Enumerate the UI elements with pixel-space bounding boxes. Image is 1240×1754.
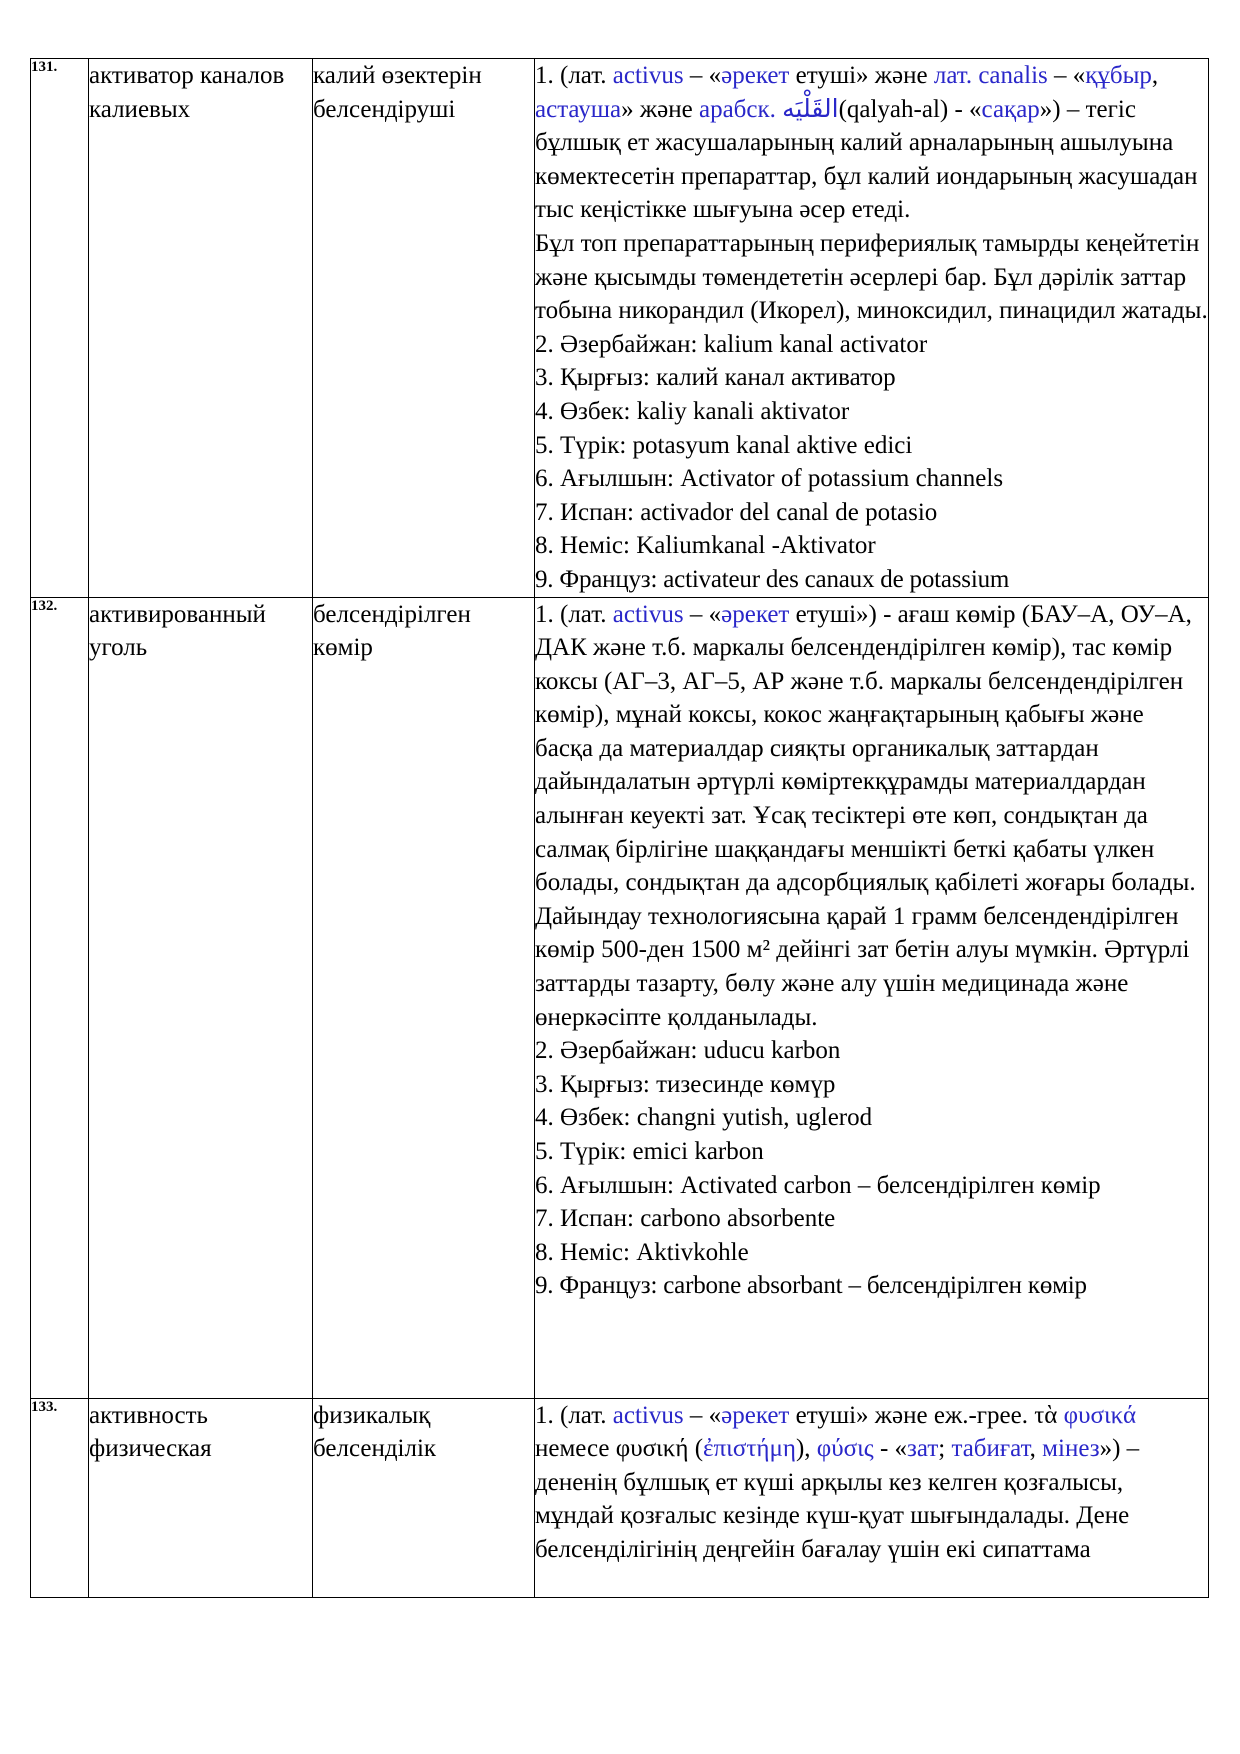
etymology-segment: – « (1047, 62, 1086, 89)
etymology-link: φυσικά (1063, 1401, 1137, 1429)
etymology-segment: » және (621, 95, 699, 123)
russian-term: активированный уголь (89, 597, 313, 1398)
etymology-segment: (qalyah-al) - « (838, 95, 982, 123)
etymology-link: әрекет (721, 62, 790, 89)
etymology-segment: ; (938, 1435, 952, 1463)
etymology-link: القَلْيَه (782, 95, 839, 123)
entry-number: 133. (31, 1398, 89, 1597)
translation-line: 7. Испан: carbono absorbente (535, 1205, 836, 1233)
translation-line: 4. Өзбек: kaliy kanali aktivator (535, 397, 850, 425)
etymology-segment: – « (683, 600, 722, 628)
translation-line: 8. Неміс: Aktivkohle (535, 1238, 749, 1266)
kazakh-term: физикалық белсенділік (313, 1398, 535, 1597)
translation-line: 5. Түрік: potasyum kanal aktive edici (535, 431, 913, 459)
table-row (31, 597, 1209, 1398)
table-row (31, 1398, 1209, 1597)
entry-number: 132. (31, 597, 89, 1398)
translation-line: 9. Француз: activateur des canaux de potassium (535, 565, 1010, 593)
translation-line: 6. Ағылшын: Activator of potassium channels (535, 465, 1004, 493)
etymology-text (535, 598, 1208, 1035)
etymology-link: activus (612, 1401, 684, 1429)
etymology-link: activus (612, 600, 684, 628)
table-row (31, 59, 1209, 598)
translation-line: 7. Испан: activador del canal de potasio (535, 498, 938, 526)
etymology-segment: етуші» және еж.-грее. τὰ (789, 1401, 1064, 1429)
translation-line: 2. Әзербайжан: uducu karbon (535, 1037, 841, 1065)
etymology-segment: ») – дененің бұлшық ет күші арқылы кез келген қозғалысы, мұндай қозғалыс кезінде күш-қуат шығындалады. Дене белсенділігінің деңгейін бағалау үшін екі сипаттама (535, 1435, 1140, 1563)
translation-line: 2. Әзербайжан: kalium kanal activator (535, 330, 928, 358)
etymology-text (535, 1399, 1208, 1567)
translation-line: 8. Неміс: Kaliumkanal -Aktivator (535, 532, 876, 560)
glossary-table (30, 58, 1209, 1598)
etymology-segment: , (1151, 62, 1159, 89)
kazakh-term: калий өзектерін белсендіруші (313, 59, 535, 598)
etymology-link: лат. canalis (933, 62, 1048, 89)
etymology-link: зат (907, 1435, 939, 1463)
russian-term: активатор каналов калиевых (89, 59, 313, 598)
etymology-segment: – « (683, 62, 722, 89)
definition-cell (535, 597, 1209, 1398)
etymology-link: астауша (535, 95, 622, 123)
etymology-link: сақар (981, 95, 1040, 123)
etymology-segment: 1. (лат. (535, 600, 613, 628)
kazakh-term: белсендірілген көмір (313, 597, 535, 1398)
translation-line: 3. Қырғыз: калий канал активатор (535, 364, 896, 392)
etymology-link: φύσις (816, 1435, 874, 1463)
etymology-segment: , (1029, 1435, 1043, 1463)
etymology-segment: – « (683, 1401, 722, 1429)
etymology-link: құбыр (1085, 62, 1152, 89)
translation-line: 6. Ағылшын: Activated carbon – белсендірілген көмір (535, 1171, 1101, 1199)
etymology-link: арабск. (698, 95, 776, 123)
etymology-segment: етуші» және (789, 62, 934, 89)
etymology-link: әрекет (721, 1401, 790, 1429)
etymology-segment: ») – тегіс бұлшық ет жасушаларының калий арналарының ашылуына көмектесетін препараттар, бұл калий иондарының жасушадан тыс кеңістікке шығуына әсер етеді. (535, 95, 1198, 224)
entry-number: 131. (31, 59, 89, 598)
glossary-body (31, 59, 1209, 1598)
etymology-link: мінез (1042, 1435, 1100, 1463)
etymology-link: әрекет (721, 600, 790, 628)
etymology-segment: ), (795, 1435, 817, 1463)
etymology-segment: 1. (лат. (535, 62, 613, 89)
translation-line: 3. Қырғыз: тизесинде көмүр (535, 1070, 836, 1098)
etymology-text (535, 59, 1208, 227)
russian-term: активность физическая (89, 1398, 313, 1597)
translation-line: 9. Француз: carbone absorbant – белсендірілген көмір (535, 1272, 1087, 1300)
extra-text: Бұл топ препараттарының перифериялық тамырды кеңейтетін және қысымды төмендететін әсерлері бар. Бұл дәрілік заттар тобына никорандил (Икорел), миноксидил, пинацидил жатады. (535, 229, 1208, 325)
etymology-link: табиғат (951, 1435, 1030, 1463)
translation-line: 5. Түрік: emici karbon (535, 1138, 764, 1165)
etymology-segment: етуші») - ағаш көмір (БАУ–А, ОУ–А, ДАК және т.б. маркалы белсендендірілген көмір), тас көмір коксы (АГ–3, АГ–5, АР және т.б. маркалы белсендендірілген көмір), мұнай коксы, кокос жаңғақтарының қабығы және басқа да материалдар сияқты органикалық заттардан дайындалатын әртүрлі көміртекқұрамды материалдардан алынған кеуекті зат. Ұсақ тесіктері өте көп, сондықтан да салмақ бірлігіне шаққандағы меншікті беткі қабаты үлкен болады, сондықтан да адсорбциялық қабілеті жоғары болады. Дайындау технологиясына қарай 1 грамм белсендендірілген көмір 500-ден 1500 м² дейінгі зат бетін алуы мүмкін. Әртүрлі заттарды тазарту, бөлу және алу үшін медицинада және өнеркәсіпте қолданылады. (535, 600, 1196, 1031)
etymology-segment: - « (873, 1435, 908, 1463)
etymology-link: ἐπιστήμη (703, 1435, 796, 1463)
etymology-segment: немесе φυσική ( (535, 1435, 704, 1463)
etymology-link: activus (612, 62, 684, 89)
definition-cell (535, 59, 1209, 598)
translation-line: 4. Өзбек: changni yutish, uglerod (535, 1104, 873, 1132)
etymology-segment: 1. (лат. (535, 1401, 613, 1429)
definition-cell (535, 1398, 1209, 1597)
